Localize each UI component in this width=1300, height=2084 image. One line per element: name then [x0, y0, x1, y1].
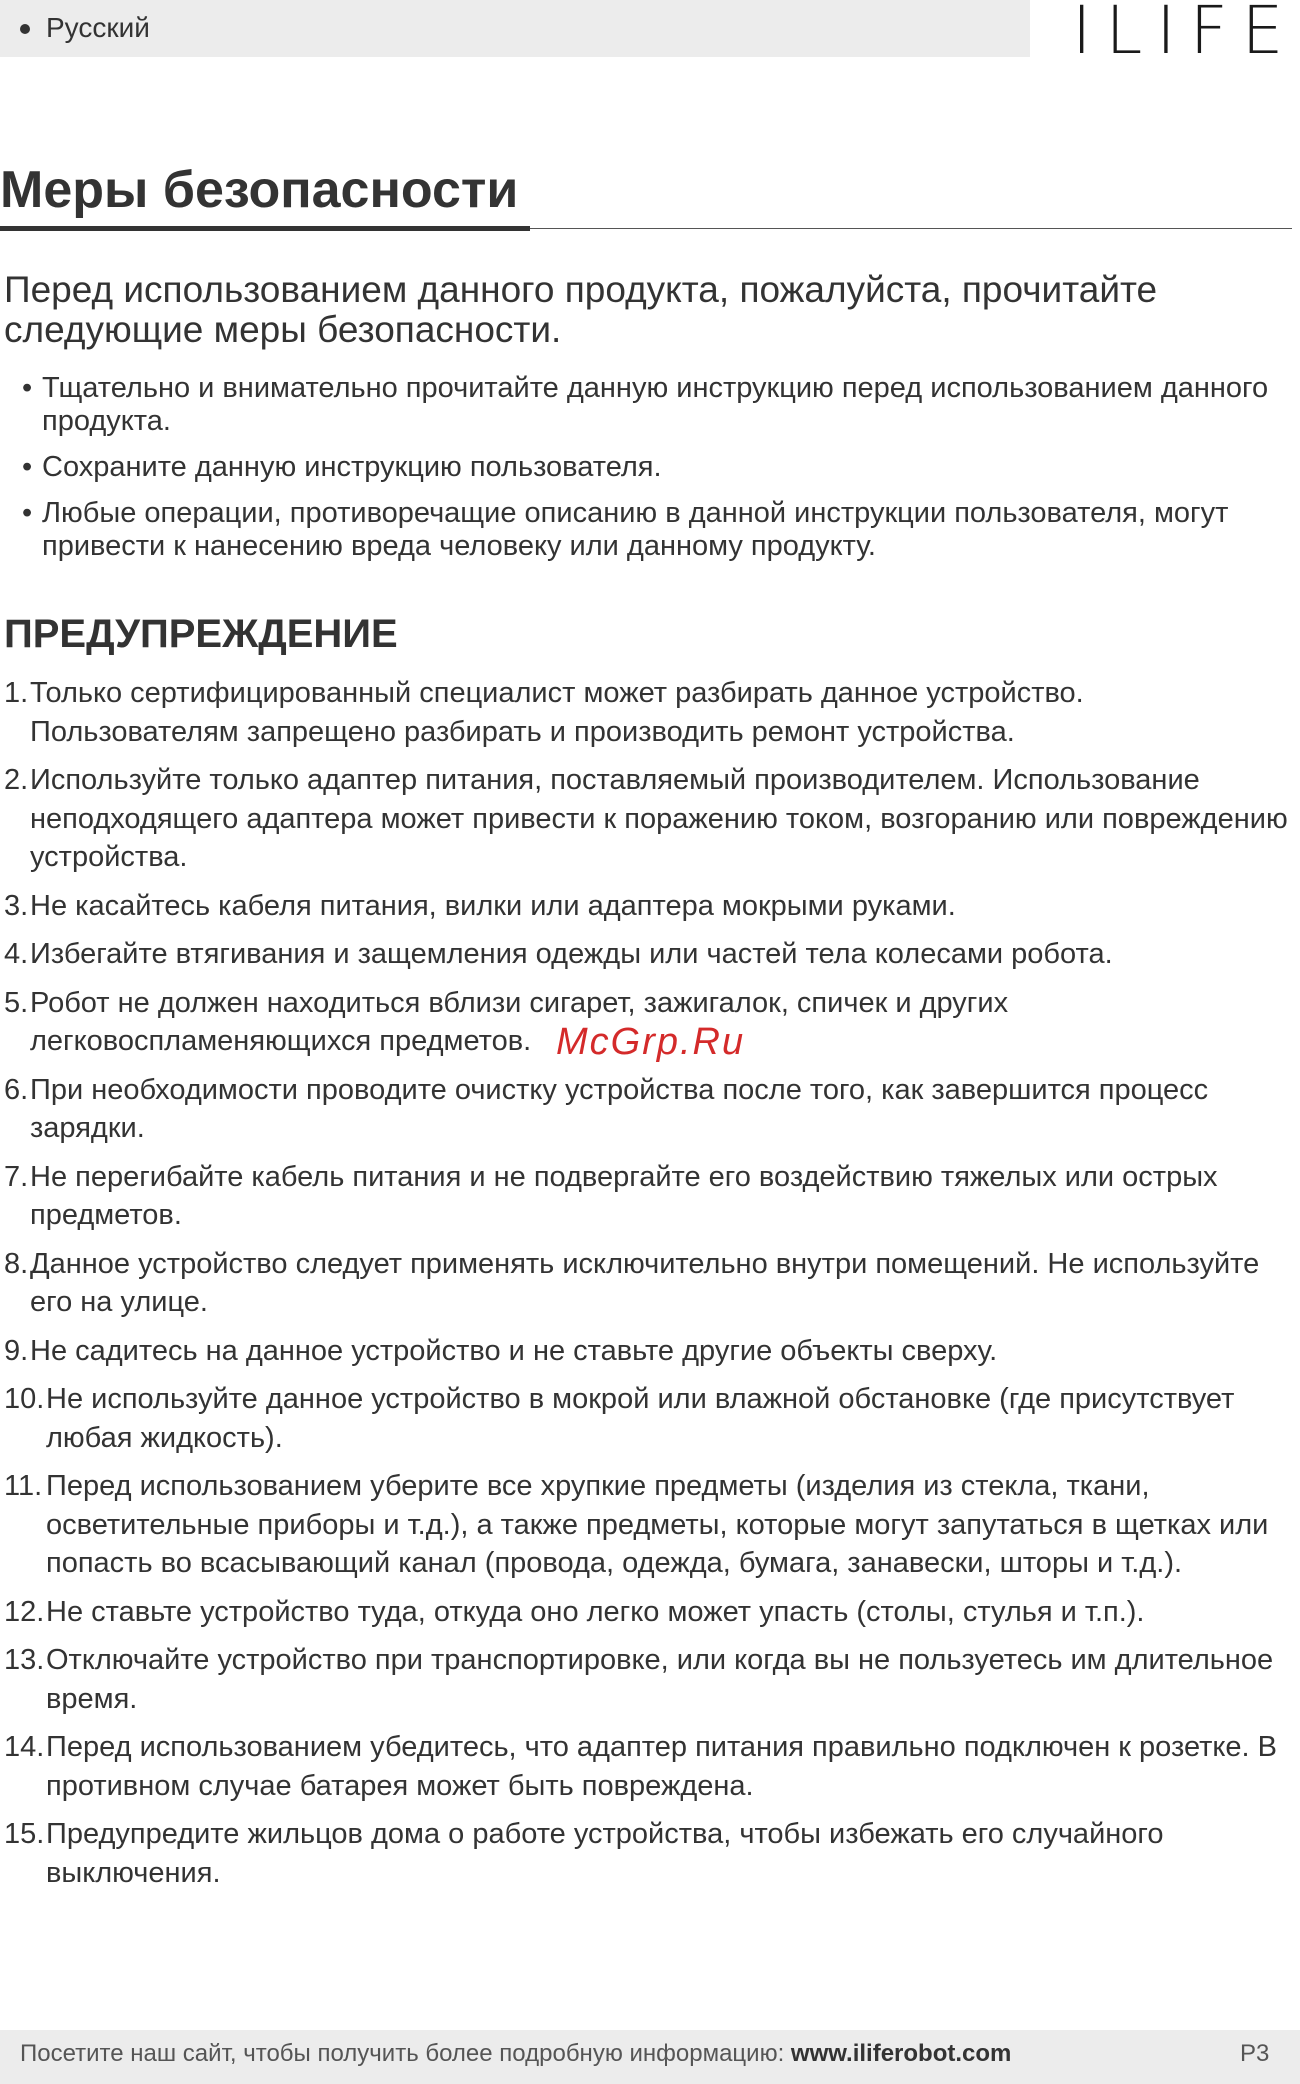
- list-item: 14. Перед использованием убедитесь, что адаптер питания правильно подключен к розетке. В противном случае батарея может быть повреждена.: [4, 1731, 1277, 1802]
- list-item: 9. Не садитесь на данное устройство и не ставьте другие объекты сверху.: [4, 1334, 998, 1367]
- warning-list: [0, 674, 1300, 1902]
- list-item: 6. При необходимости проводите очистку устройства после того, как завершится процесс зарядки.: [4, 1073, 1209, 1144]
- list-item: 2. Используйте только адаптер питания, поставляемый производителем. Использование неподходящего адаптера может привести к поражению током, возгоранию или повреждению устройства.: [4, 764, 1288, 873]
- list-item: 15. Предупредите жильцов дома о работе устройства, чтобы избежать его случайного выключения.: [4, 1818, 1164, 1889]
- precaution-list: [0, 372, 1300, 576]
- intro-text: Перед использованием данного продукта, пожалуйста, прочитайте следующие меры безопасности.: [4, 269, 1158, 350]
- list-item: • Любые операции, противоречащие описанию в данной инструкции пользователя, могут привести к нанесению вреда человеку или данному продукту.: [22, 497, 1229, 562]
- list-item: 3. Не касайтесь кабеля питания, вилки или адаптера мокрыми руками.: [4, 889, 956, 922]
- language-label: Русский: [46, 12, 150, 43]
- page-number: P3: [1240, 2040, 1270, 2067]
- bullet-icon: •: [22, 372, 33, 404]
- list-item: 11. Перед использованием уберите все хрупкие предметы (изделия из стекла, ткани, осветительные приборы и т.д.), а также предметы, которые могут запутаться в щетках или попасть во всасывающий канал (провода, одежда, бумага, занавески, шторы и т.д.).: [4, 1470, 1269, 1579]
- list-item: 4. Избегайте втягивания и защемления одежды или частей тела колесами робота.: [4, 938, 1113, 970]
- list-item: • Тщательно и внимательно прочитайте данную инструкцию перед использованием данного продукта.: [22, 372, 1269, 437]
- list-item: 12. Не ставьте устройство туда, откуда оно легко может упасть (столы, стулья и т.п.).: [4, 1595, 1145, 1628]
- page-title: Меры безопасности: [0, 161, 519, 219]
- title-underline: [0, 226, 530, 231]
- list-item: 5. Робот не должен находиться вблизи сигарет, зажигалок, спичек и других легковоспламеняющихся предметов.: [4, 986, 1009, 1057]
- list-item: 13. Отключайте устройство при транспортировке, или когда вы не пользуетесь им длительное время.: [4, 1644, 1274, 1715]
- ilife-logo: ILIFE: [1072, 0, 1298, 69]
- language-bar: [0, 0, 1030, 57]
- list-item: • Сохраните данную инструкцию пользователя.: [22, 451, 662, 483]
- warning-heading: ПРЕДУПРЕЖДЕНИЕ: [4, 612, 398, 656]
- website-link[interactable]: www.iliferobot.com: [790, 2040, 1012, 2067]
- bullet-icon: •: [22, 451, 33, 483]
- watermark: McGrp.Ru: [556, 1021, 746, 1063]
- list-item: 1. Только сертифицированный специалист может разбирать данное устройство. Пользователям запрещено разбирать и производить ремонт устройства.: [4, 677, 1084, 748]
- list-item: 8. Данное устройство следует применять исключительно внутри помещений. Не используйте его на улице.: [4, 1247, 1260, 1318]
- list-item: 7. Не перегибайте кабель питания и не подвергайте его воздействию тяжелых или острых предметов.: [4, 1160, 1218, 1231]
- footer-text: Посетите наш сайт, чтобы получить более подробную информацию: www.iliferobot.com: [20, 2040, 1012, 2067]
- list-item: 10. Не используйте данное устройство в мокрой или влажной обстановке (где присутствует любая жидкость).: [4, 1383, 1235, 1454]
- bullet-dot-icon: [20, 24, 30, 34]
- bullet-icon: •: [22, 497, 33, 529]
